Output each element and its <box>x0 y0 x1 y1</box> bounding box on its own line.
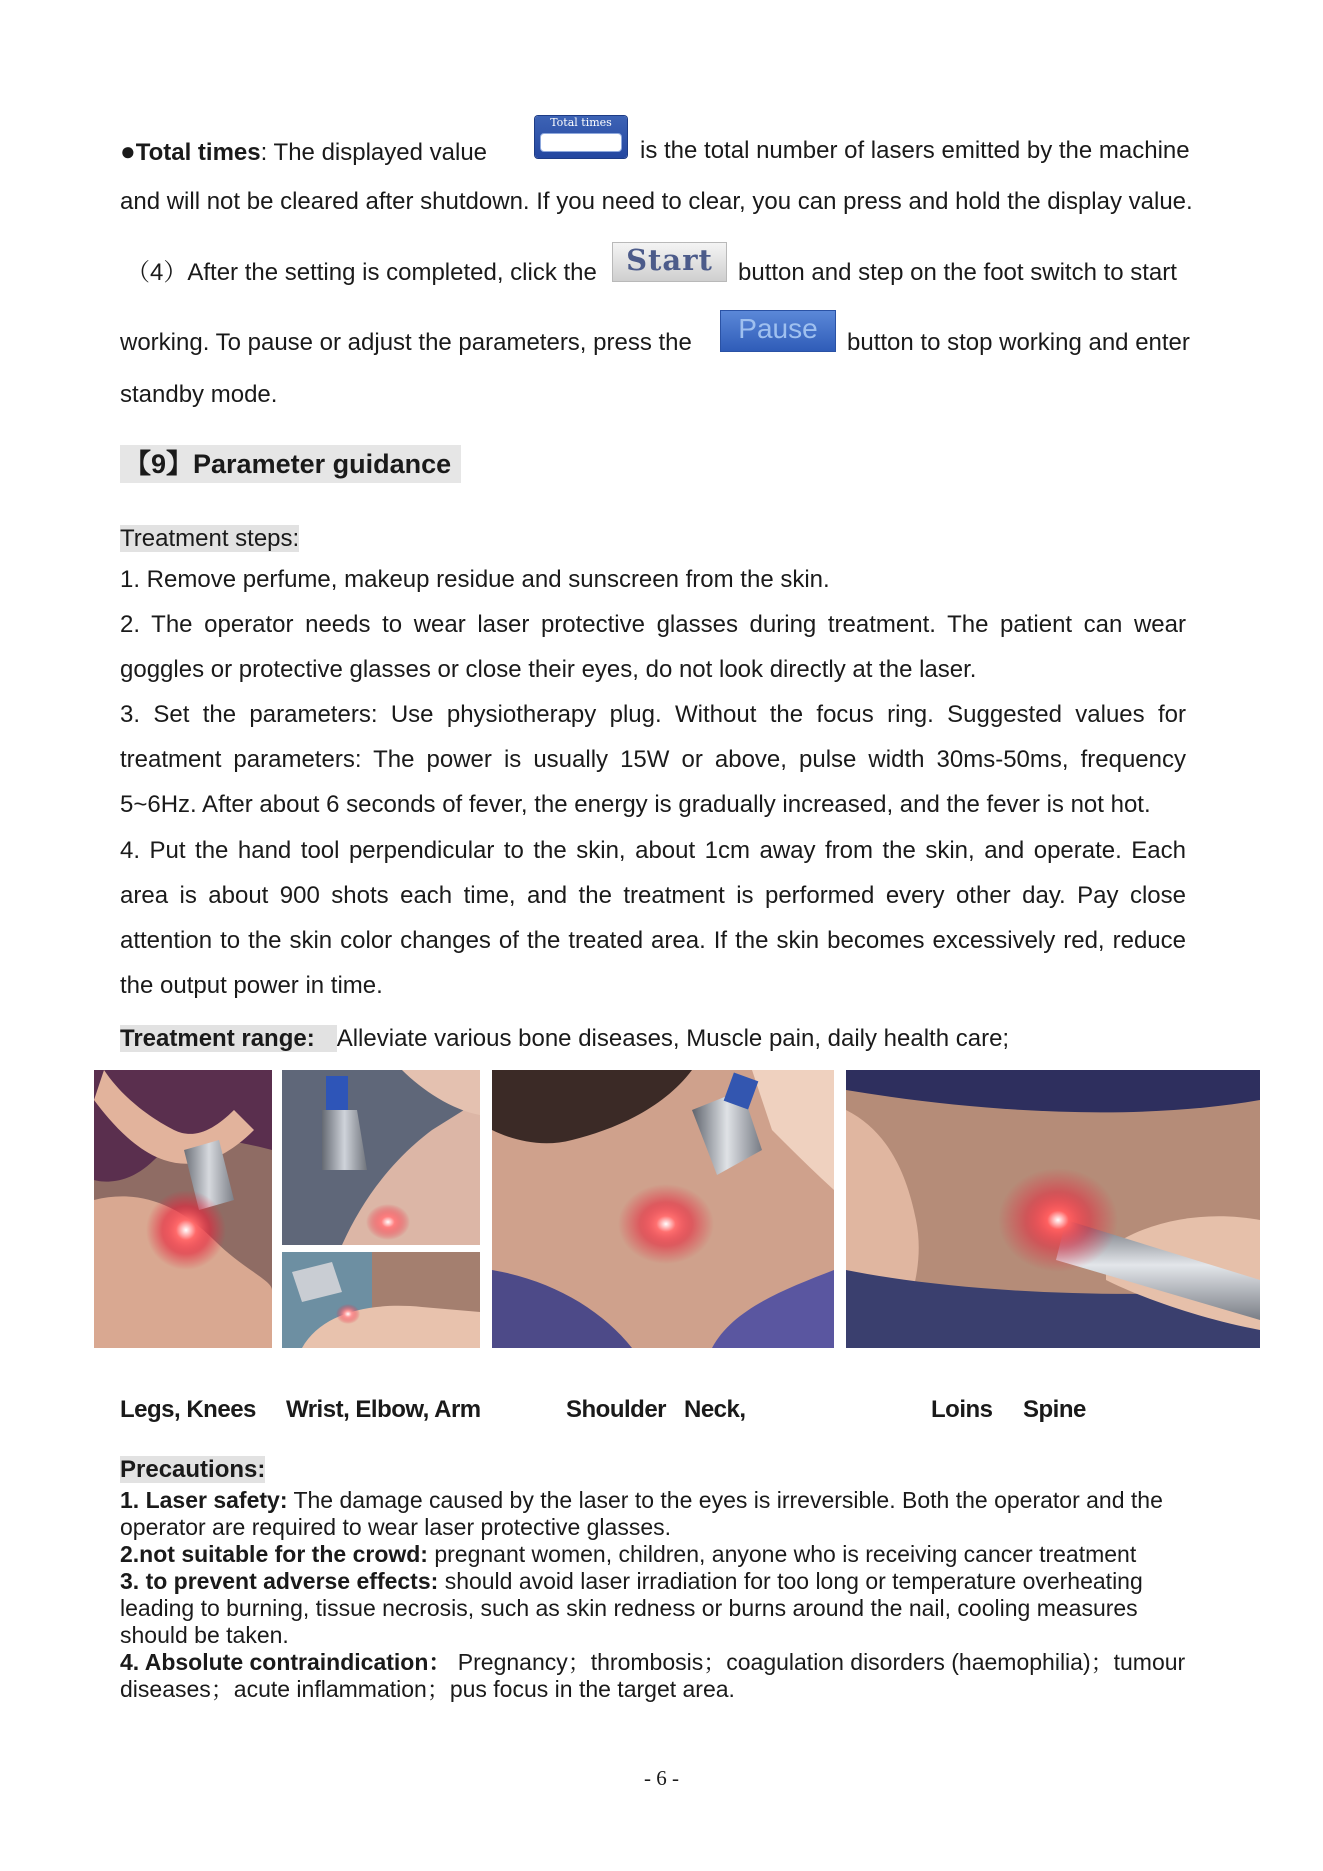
treatment-range-line <box>120 1024 1009 1054</box>
pause-button[interactable]: Pause <box>720 310 836 352</box>
step4-line3: standby mode. <box>120 381 278 408</box>
precaution-item-3 <box>120 1568 1143 1595</box>
treatment-range-label: Treatment range: <box>120 1025 337 1052</box>
loins-treatment-photo <box>846 1070 1260 1348</box>
step4-after-start: button and step on the foot switch to start <box>738 259 1177 286</box>
precaution-item-4-label: 4. Absolute contraindication： <box>120 1649 452 1675</box>
total-times-line2: and will not be cleared after shutdown. If you need to clear, you can press and hold the display value. <box>120 188 1193 215</box>
section-heading: 【9】Parameter guidance <box>120 445 461 483</box>
total-times-widget[interactable] <box>535 116 627 158</box>
caption-shoulder: Shoulder <box>566 1396 667 1423</box>
knee-treatment-photo <box>94 1070 272 1348</box>
precaution-item-4-text: Pregnancy；thrombosis；coagulation disorders (haemophilia)；tumour <box>457 1649 1186 1675</box>
step4-before-start: （4）After the setting is completed, click the <box>126 259 597 286</box>
precaution-item-4 <box>120 1649 1185 1676</box>
caption-wrist: Wrist, Elbow, Arm <box>286 1396 481 1423</box>
treatment-step-line: area is about 900 shots each time, and the treatment is performed every other day. Pay close <box>120 882 1186 909</box>
total-times-value-field[interactable] <box>540 133 622 152</box>
step4-before-pause: working. To pause or adjust the parameters, press the <box>120 329 692 356</box>
precaution-item-3-line2: leading to burning, tissue necrosis, such as skin redness or burns around the nail, cooling measures <box>120 1595 1138 1621</box>
total-times-text-after: is the total number of lasers emitted by the machine <box>640 137 1190 164</box>
total-times-line <box>120 136 487 168</box>
caption-legs: Legs, Knees <box>120 1396 256 1423</box>
precaution-item-3-line3: should be taken. <box>120 1622 289 1648</box>
wrist-treatment-photo <box>282 1252 480 1348</box>
treatment-step-line: 1. Remove perfume, makeup residue and sunscreen from the skin. <box>120 566 830 593</box>
treatment-steps-label-line <box>120 524 299 554</box>
page-number: - 6 - <box>644 1766 679 1790</box>
total-times-widget-caption: Total times <box>550 116 612 129</box>
precaution-item-2 <box>120 1541 1136 1568</box>
treatment-step-line: 2. The operator needs to wear laser protective glasses during treatment. The patient can wear <box>120 611 1186 638</box>
precaution-item-2-text: pregnant women, children, anyone who is receiving cancer treatment <box>434 1541 1137 1567</box>
caption-spine: Spine <box>1023 1396 1086 1423</box>
treatment-step-line: the output power in time. <box>120 972 383 999</box>
precaution-item-3-label: 3. to prevent adverse effects: <box>120 1568 439 1594</box>
precaution-item-1-label: 1. Laser safety: <box>120 1487 288 1513</box>
step4-after-pause: button to stop working and enter <box>847 329 1190 356</box>
caption-loins: Loins <box>931 1396 993 1423</box>
precaution-item-4-line2: diseases；acute inflammation；pus focus in the target area. <box>120 1676 735 1702</box>
treatment-range-text: Alleviate various bone diseases, Muscle pain, daily health care; <box>336 1025 1010 1052</box>
bullet-icon: ● <box>120 136 136 166</box>
precautions-label: Precautions: <box>120 1456 266 1483</box>
neck-treatment-photo <box>492 1070 834 1348</box>
treatment-step-line: 3. Set the parameters: Use physiotherapy plug. Without the focus ring. Suggested values for <box>120 701 1186 728</box>
total-times-text-before: : The displayed value <box>260 139 488 166</box>
precaution-item-1-text: The damage caused by the laser to the eyes is irreversible. Both the operator and the <box>293 1487 1163 1513</box>
precaution-item-1 <box>120 1487 1163 1514</box>
treatment-step-line: goggles or protective glasses or close their eyes, do not look directly at the laser. <box>120 656 977 683</box>
treatment-step-line: 4. Put the hand tool perpendicular to the skin, about 1cm away from the skin, and operate. Each <box>120 837 1186 864</box>
precaution-item-1-line2: operator are required to wear laser protective glasses. <box>120 1514 672 1540</box>
treatment-step-line: 5~6Hz. After about 6 seconds of fever, the energy is gradually increased, and the fever is not hot. <box>120 791 1151 818</box>
caption-neck: Neck, <box>684 1396 746 1423</box>
start-button[interactable]: Start <box>612 242 727 282</box>
treatment-steps-label: Treatment steps: <box>120 525 300 552</box>
total-times-label: Total times <box>135 139 261 166</box>
elbow-treatment-photo <box>282 1070 480 1245</box>
treatment-step-line: attention to the skin color changes of the treated area. If the skin becomes excessively red, reduce <box>120 927 1186 954</box>
precaution-item-2-label: 2.not suitable for the crowd: <box>120 1541 428 1567</box>
treatment-step-line: treatment parameters: The power is usually 15W or above, pulse width 30ms-50ms, frequency <box>120 746 1186 773</box>
precautions-label-line <box>120 1455 265 1485</box>
precaution-item-3-text: should avoid laser irradiation for too long or temperature overheating <box>444 1568 1143 1594</box>
